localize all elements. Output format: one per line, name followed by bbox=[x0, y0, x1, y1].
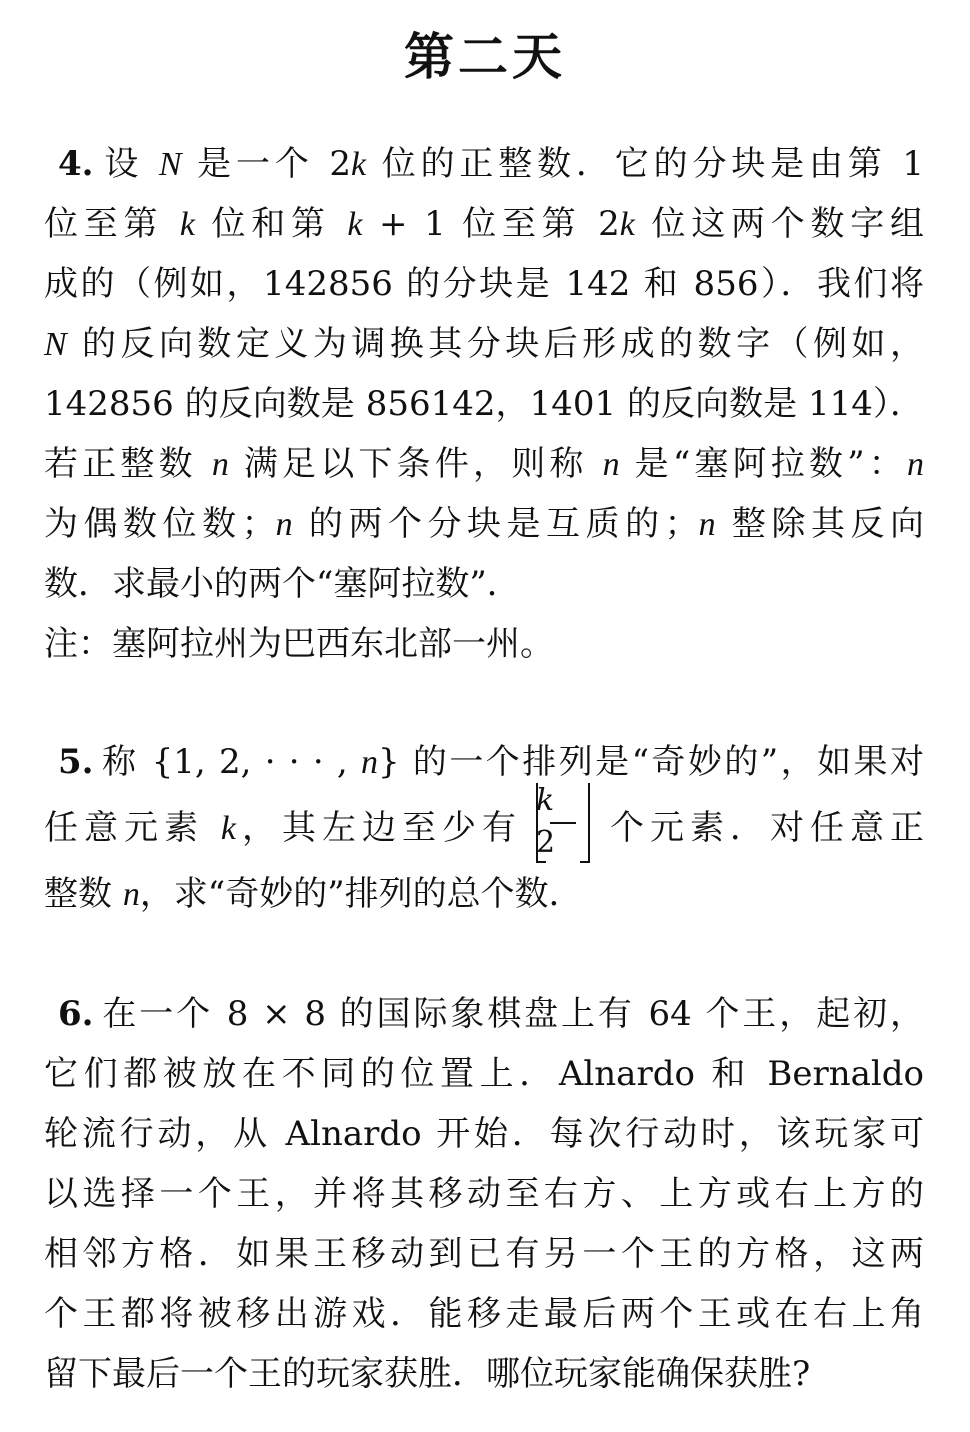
text-segment: 留下最后一个王的玩家获胜．哪位玩家能确保获胜? bbox=[44, 1354, 811, 1394]
math-variable: k bbox=[179, 206, 195, 243]
text-segment: 它们都被放在不同的位置上．Alnardo 和 Bernaldo bbox=[44, 1054, 924, 1094]
text-segment: 称 {1, 2, · · · , bbox=[99, 742, 361, 782]
problem-4-line bbox=[44, 254, 924, 314]
problem-number: 4. bbox=[58, 144, 94, 184]
text-segment: 位至第 bbox=[44, 204, 180, 244]
problem-4-line bbox=[44, 134, 924, 194]
problem-4-line bbox=[44, 374, 924, 434]
text-segment: 任意元素 bbox=[44, 808, 221, 848]
problem-6-line bbox=[44, 1344, 924, 1404]
page-title: 第二天 bbox=[404, 28, 566, 86]
text-segment: ，求“奇妙的”排列的总个数． bbox=[139, 874, 583, 914]
problem-4-line bbox=[44, 614, 924, 674]
problem-4-line bbox=[44, 554, 924, 614]
problem-6-line-text bbox=[44, 1354, 810, 1394]
problem-4-line-text bbox=[44, 504, 924, 544]
fraction-bar bbox=[550, 822, 576, 824]
math-variable: n bbox=[211, 446, 229, 483]
text-segment: 为偶数位数； bbox=[44, 504, 276, 544]
problem-6-line bbox=[44, 1104, 924, 1164]
problem-4-line-text bbox=[44, 384, 924, 424]
problem-4-line-text bbox=[44, 204, 924, 244]
text-segment: 个元素．对任意正 bbox=[603, 808, 925, 848]
math-variable: n bbox=[275, 506, 293, 543]
text-segment: 在一个 8 × 8 的国际象棋盘上有 64 个王，起初， bbox=[99, 994, 924, 1034]
problem-4-line bbox=[44, 194, 924, 254]
problem-6-line-text bbox=[44, 1114, 924, 1154]
text-segment: 整除其反向 bbox=[715, 504, 924, 544]
text-segment: 注：塞阿拉州为巴西东北部一州。 bbox=[44, 624, 554, 664]
math-variable: k bbox=[220, 810, 236, 847]
text-segment: 的两个分块是互质的； bbox=[292, 504, 699, 544]
text-segment: + 1 位至第 2 bbox=[362, 204, 620, 244]
floor-fraction bbox=[536, 781, 590, 865]
text-segment: 位和第 bbox=[194, 204, 348, 244]
problem-4-line-text bbox=[44, 264, 924, 304]
problem-4-line-text bbox=[44, 624, 554, 664]
problem-5-line-1-text bbox=[100, 742, 925, 782]
text-segment: 成的（例如，142856 的分块是 142 和 856）．我们将 bbox=[44, 264, 924, 304]
text-segment: 142856 的反向数是 856142，1401 的反向数是 114）． bbox=[44, 384, 924, 424]
text-segment: 相邻方格．如果王移动到已有另一个王的方格，这两 bbox=[44, 1234, 924, 1274]
problem-6-line bbox=[44, 1044, 924, 1104]
math-variable: n bbox=[360, 744, 378, 781]
floor-right-bracket bbox=[580, 783, 590, 863]
problem-6-line bbox=[44, 1284, 924, 1344]
problem-4-line-text bbox=[100, 144, 925, 184]
problem-5-line-3 bbox=[44, 864, 924, 924]
text-segment: 以选择一个王，并将其移动至右方、上方或右上方的 bbox=[44, 1174, 924, 1214]
problem-6-line-text bbox=[100, 994, 925, 1034]
math-variable: k bbox=[619, 206, 635, 243]
problem-6-line-text bbox=[44, 1234, 924, 1274]
math-variable: N bbox=[44, 326, 67, 363]
problem-4 bbox=[44, 134, 924, 674]
text-segment: 是一个 2 bbox=[181, 144, 351, 184]
math-variable: k bbox=[347, 206, 363, 243]
problem-5-line-2 bbox=[44, 783, 925, 864]
text-segment: 整数 bbox=[44, 874, 123, 914]
math-variable: k bbox=[351, 146, 367, 183]
math-variable: n bbox=[122, 876, 140, 913]
text-segment: } 的一个排列是“奇妙的”，如果对 bbox=[377, 742, 924, 782]
problem-4-line-text bbox=[44, 324, 924, 364]
problem-6-line bbox=[44, 984, 924, 1044]
text-segment: ，其左边至少有 bbox=[235, 808, 522, 848]
text-segment: 位这两个数字组 bbox=[634, 204, 925, 244]
problem-number: 6. bbox=[58, 994, 94, 1034]
math-variable: n bbox=[698, 506, 716, 543]
problem-6-line bbox=[44, 1164, 924, 1224]
text-segment: 数．求最小的两个“塞阿拉数”． bbox=[44, 564, 521, 604]
text-segment: 位的正整数．它的分块是由第 1 bbox=[366, 144, 924, 184]
problem-4-line bbox=[44, 434, 924, 494]
text-segment: 若正整数 bbox=[44, 444, 212, 484]
fraction-denominator: 2 bbox=[535, 825, 556, 860]
text-segment: 的反向数定义为调换其分块后形成的数字（例如， bbox=[66, 324, 924, 364]
text-segment: 满足以下条件，则称 bbox=[228, 444, 603, 484]
math-variable: n bbox=[907, 446, 924, 483]
problem-4-line-text bbox=[44, 564, 521, 604]
problem-number: 5. bbox=[58, 742, 94, 782]
problem-6-line-text bbox=[44, 1174, 924, 1214]
text-segment: 个王都将被移出游戏．能移走最后两个王或在右上角 bbox=[44, 1294, 924, 1334]
problem-6-line-text bbox=[44, 1294, 924, 1334]
problem-6 bbox=[44, 984, 924, 1404]
problem-6-line-text bbox=[44, 1054, 924, 1094]
text-segment: 轮流行动，从 Alnardo 开始．每次行动时，该玩家可 bbox=[44, 1114, 924, 1154]
problem-5-line-1 bbox=[44, 732, 924, 792]
problem-4-line bbox=[44, 314, 924, 374]
problem-4-line bbox=[44, 494, 924, 554]
problem-4-line-text bbox=[44, 444, 924, 484]
math-variable: N bbox=[158, 146, 182, 183]
problem-6-line bbox=[44, 1224, 924, 1284]
math-variable: n bbox=[602, 446, 620, 483]
text-segment: 设 bbox=[99, 144, 159, 184]
problem-5-line-3-text bbox=[44, 874, 583, 914]
fraction-numerator: k bbox=[535, 783, 555, 818]
problem-5 bbox=[44, 732, 924, 924]
text-segment: 是“塞阿拉数”： bbox=[619, 444, 907, 484]
